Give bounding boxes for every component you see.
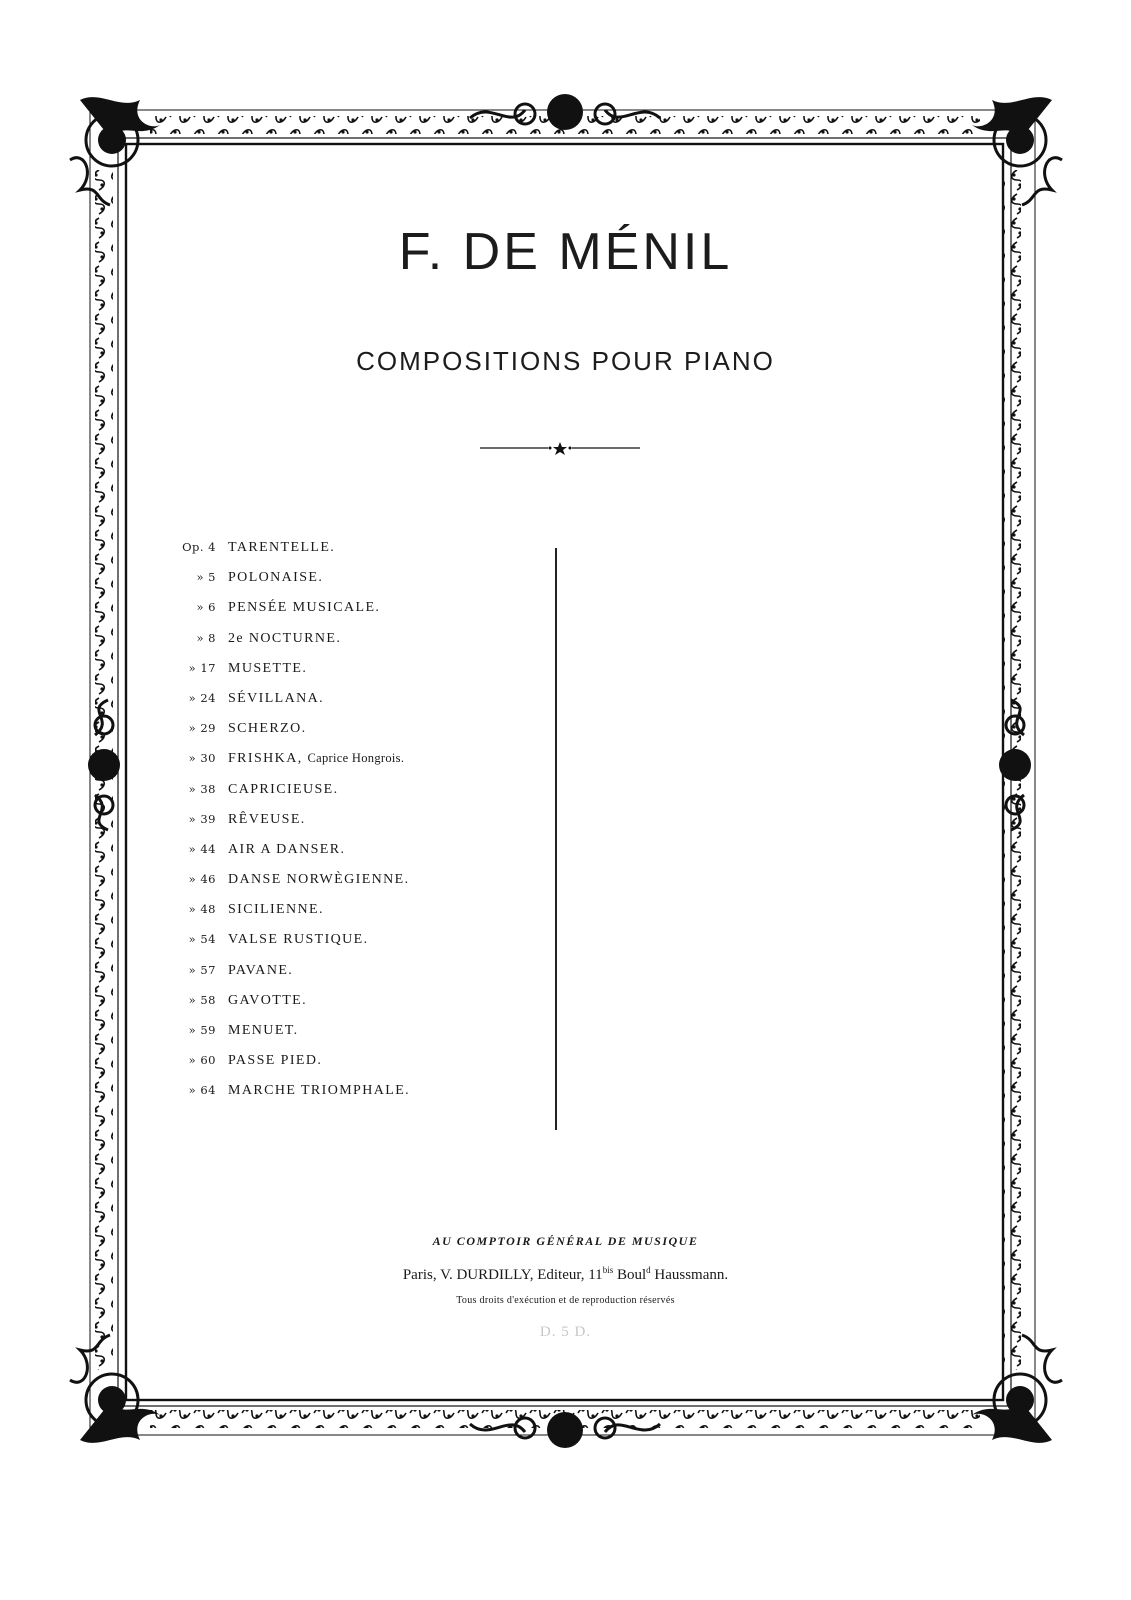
- work-item: [170, 932, 570, 962]
- work-title: [228, 872, 410, 888]
- opus-number: » 60: [188, 1053, 216, 1068]
- work-title-main: 2e NOCTURNE.: [228, 630, 342, 646]
- opus-number: » 64: [188, 1083, 216, 1098]
- work-title-main: FRISHKA,: [228, 751, 303, 767]
- work-title: [228, 1083, 410, 1099]
- work-title-main: GAVOTTE.: [228, 992, 307, 1008]
- opus-number: » 54: [188, 932, 216, 947]
- work-title: [228, 902, 324, 918]
- work-title-main: RÊVEUSE.: [228, 811, 306, 827]
- opus-number: » 24: [188, 690, 216, 705]
- opus-number: » 17: [188, 660, 216, 675]
- work-title: [228, 600, 380, 616]
- opus-number: Op. 4: [182, 540, 216, 554]
- work-title: [228, 932, 369, 948]
- opus-number: » 44: [188, 841, 216, 856]
- work-title: [228, 812, 306, 828]
- work-item: [170, 540, 570, 570]
- work-title: [228, 661, 307, 677]
- work-item: [170, 600, 570, 630]
- work-title: [228, 1023, 299, 1039]
- opus-number: » 48: [188, 902, 216, 917]
- work-title-main: POLONAISE.: [228, 570, 324, 586]
- work-title: [228, 963, 293, 979]
- publisher-address-boul: Boul: [613, 1267, 647, 1283]
- work-item: [170, 1053, 570, 1083]
- work-title: [228, 721, 307, 737]
- opus-number: » 59: [188, 1023, 216, 1037]
- opus-number: » 8: [196, 630, 216, 645]
- opus-number: » 57: [188, 962, 216, 977]
- publisher-address-main: Paris, V. DURDILLY, Editeur, 11: [402, 1267, 603, 1283]
- work-title: [228, 540, 335, 556]
- page-subtitle: COMPOSITIONS POUR PIANO: [356, 346, 775, 376]
- opus-number: » 5: [196, 570, 216, 585]
- work-title-main: PASSE PIED.: [228, 1053, 323, 1069]
- work-item: [170, 993, 570, 1023]
- work-title-main: VALSE RUSTIQUE.: [228, 932, 369, 948]
- publisher-address-street: Haussmann.: [650, 1267, 729, 1283]
- work-title: [228, 1053, 322, 1069]
- title-separator: [480, 438, 640, 458]
- corner-ornament-bottom-left: [70, 1335, 160, 1443]
- work-title-main: AIR A DANSER.: [228, 841, 346, 857]
- work-item: [170, 872, 570, 902]
- opus-number: » 30: [188, 751, 216, 766]
- work-title: [228, 993, 307, 1009]
- work-item: [170, 1083, 570, 1113]
- work-title: [228, 842, 345, 858]
- work-item: [170, 812, 570, 842]
- work-item: [170, 631, 570, 661]
- work-item: [170, 721, 570, 751]
- work-item: [170, 902, 570, 932]
- work-title: [228, 782, 339, 798]
- opus-number: » 39: [188, 811, 216, 826]
- opus-number: » 38: [188, 781, 216, 796]
- list-divider: [555, 548, 557, 1130]
- rights-notice: Tous droits d'exécution et de reproduction réservés: [456, 1295, 675, 1306]
- work-item: [170, 1023, 570, 1053]
- work-subtitle: Caprice Hongrois.: [307, 751, 405, 766]
- corner-ornament-top-left: [70, 97, 160, 205]
- work-title: [228, 631, 341, 647]
- publisher-house: AU COMPTOIR GÉNÉRAL DE MUSIQUE: [432, 1234, 699, 1248]
- work-title-main: SCHERZO.: [228, 721, 307, 737]
- opus-number: » 46: [188, 872, 216, 887]
- opus-number: » 6: [196, 600, 216, 615]
- work-title-main: CAPRICIEUSE.: [228, 781, 339, 797]
- work-item: [170, 782, 570, 812]
- work-title-main: PENSÉE MUSICALE.: [228, 600, 381, 616]
- work-item: [170, 751, 570, 781]
- publisher-address: [0, 1265, 1131, 1284]
- work-title-main: DANSE NORWÈGIENNE.: [228, 872, 410, 888]
- work-title: [228, 570, 323, 586]
- work-item: [170, 661, 570, 691]
- work-title-main: SÉVILLANA.: [228, 690, 325, 706]
- work-item: [170, 570, 570, 600]
- star-icon: [553, 442, 567, 455]
- work-item: [170, 691, 570, 721]
- work-title-main: SICILIENNE.: [228, 902, 324, 918]
- plate-number: D. 5 D.: [539, 1324, 592, 1340]
- work-title-main: TARENTELLE.: [228, 540, 336, 555]
- work-title: [228, 751, 404, 767]
- work-title-main: MARCHE TRIOMPHALE.: [228, 1083, 411, 1099]
- work-item: [170, 963, 570, 993]
- work-title-main: PAVANE.: [228, 962, 294, 978]
- opus-number: » 58: [188, 992, 216, 1007]
- composer-name: F. DE MÉNIL: [398, 223, 733, 281]
- work-title: [228, 691, 324, 707]
- work-title-main: MUSETTE.: [228, 660, 308, 676]
- opus-number: » 29: [188, 721, 216, 736]
- boulevard-superscript: d: [646, 1265, 651, 1275]
- work-title-main: MENUET.: [228, 1023, 299, 1038]
- work-item: [170, 842, 570, 872]
- works-list: [170, 540, 570, 1114]
- bis-superscript: bis: [602, 1265, 614, 1275]
